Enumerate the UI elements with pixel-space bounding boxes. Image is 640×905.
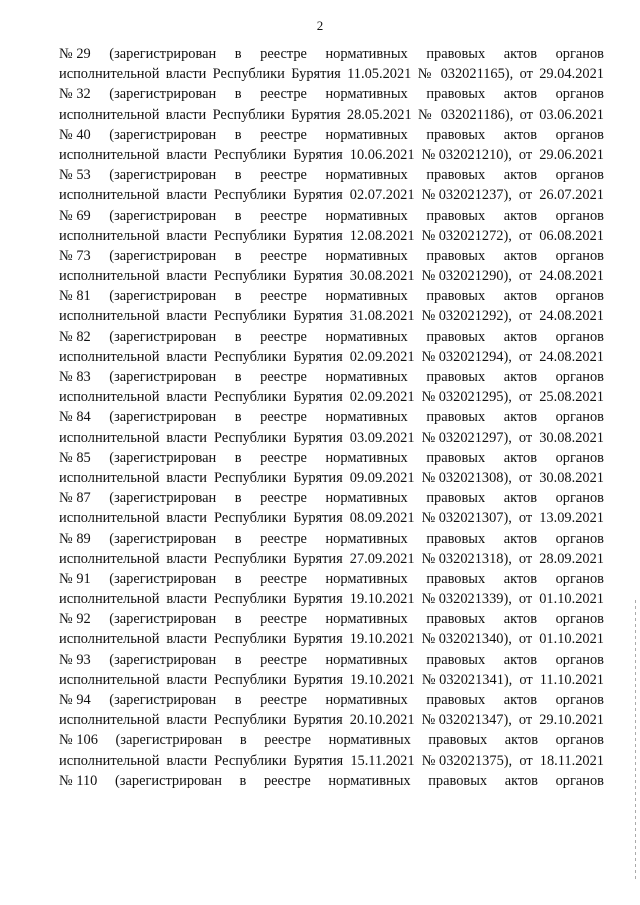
word: реестре bbox=[260, 207, 307, 224]
word: нормативных bbox=[325, 692, 408, 708]
word: в bbox=[234, 651, 242, 668]
entry-heading-line bbox=[59, 367, 604, 387]
word: правовых bbox=[426, 247, 486, 264]
word: актов bbox=[504, 772, 538, 789]
word: нормативных bbox=[325, 490, 408, 507]
word: органов bbox=[555, 490, 604, 507]
word: реестре bbox=[260, 570, 307, 587]
entry-heading-line bbox=[59, 407, 604, 427]
word: нормативных bbox=[328, 772, 411, 789]
word: органов bbox=[555, 46, 604, 62]
word: № 91 bbox=[59, 570, 91, 587]
word: (зарегистрирован bbox=[115, 732, 223, 749]
word: органов bbox=[555, 449, 604, 466]
word: (зарегистрирован bbox=[109, 369, 217, 385]
word: органов bbox=[555, 611, 604, 628]
word: правовых bbox=[426, 86, 486, 103]
word: органов bbox=[555, 651, 604, 668]
word: актов bbox=[504, 732, 539, 749]
word: правовых bbox=[426, 692, 486, 708]
word: актов bbox=[503, 651, 538, 668]
entry-heading-line bbox=[59, 286, 604, 306]
word: (зарегистрирован bbox=[109, 207, 217, 224]
word: органов bbox=[555, 328, 604, 345]
word: правовых bbox=[426, 409, 486, 426]
word: актов bbox=[503, 86, 538, 103]
word: нормативных bbox=[325, 570, 408, 587]
word: правовых bbox=[426, 328, 486, 345]
word: актов bbox=[503, 611, 538, 628]
entry-registration-line: исполнительной власти Республики Бурятия 08.09.2021 №032021307), от 13.09.2021 bbox=[59, 510, 604, 527]
word: № 92 bbox=[59, 611, 91, 628]
word: реестре bbox=[260, 247, 307, 264]
word: № 106 bbox=[59, 732, 98, 749]
word: органов bbox=[555, 530, 604, 547]
word: (зарегистрирован bbox=[109, 611, 217, 628]
word: реестре bbox=[260, 46, 307, 62]
word: в bbox=[234, 328, 242, 345]
word: правовых bbox=[426, 46, 486, 62]
word: органов bbox=[555, 409, 604, 426]
entry-heading-line bbox=[59, 650, 604, 670]
word: в bbox=[234, 86, 242, 103]
word: № 110 bbox=[59, 772, 98, 789]
word: (зарегистрирован bbox=[109, 570, 217, 587]
word: нормативных bbox=[325, 369, 408, 385]
word: № 93 bbox=[59, 651, 91, 668]
word: в bbox=[234, 207, 242, 224]
entry-registration-line: исполнительной власти Республики Бурятия 19.10.2021 №032021340), от 01.10.2021 bbox=[59, 631, 604, 648]
word: актов bbox=[503, 247, 538, 264]
word: актов bbox=[503, 570, 538, 587]
entry-heading-line bbox=[59, 125, 604, 145]
entry-registration-line: исполнительной власти Республики Бурятия 03.09.2021 №032021297), от 30.08.2021 bbox=[59, 429, 604, 446]
word: № 83 bbox=[59, 369, 91, 385]
word: актов bbox=[503, 167, 538, 184]
word: актов bbox=[503, 490, 538, 507]
word: органов bbox=[555, 772, 604, 789]
word: в bbox=[234, 167, 242, 184]
word: № 84 bbox=[59, 409, 91, 426]
word: реестре bbox=[264, 732, 312, 749]
entry-registration-line: исполнительной власти Республики Бурятия 19.10.2021 №032021341), от 11.10.2021 bbox=[59, 671, 604, 688]
word: правовых bbox=[426, 207, 486, 224]
entry-heading-line bbox=[59, 569, 604, 589]
word: актов bbox=[503, 46, 538, 62]
word: в bbox=[234, 369, 242, 385]
word: № 87 bbox=[59, 490, 91, 507]
word: № 73 bbox=[59, 247, 91, 264]
word: реестре bbox=[260, 288, 307, 305]
word: в bbox=[239, 732, 247, 749]
word: реестре bbox=[260, 409, 307, 426]
word: органов bbox=[555, 247, 604, 264]
word: № 81 bbox=[59, 288, 91, 305]
word: правовых bbox=[426, 288, 486, 305]
word: № 89 bbox=[59, 530, 91, 547]
word: актов bbox=[503, 409, 538, 426]
word: нормативных bbox=[325, 207, 408, 224]
entry-heading-line bbox=[59, 690, 604, 710]
word: в bbox=[239, 772, 247, 789]
word: (зарегистрирован bbox=[109, 530, 217, 547]
word: в bbox=[234, 247, 242, 264]
word: органов bbox=[555, 167, 604, 184]
word: реестре bbox=[260, 611, 307, 628]
entry-heading-line bbox=[59, 246, 604, 266]
word: правовых bbox=[428, 772, 488, 789]
word: № 69 bbox=[59, 207, 91, 224]
word: (зарегистрирован bbox=[109, 288, 217, 305]
entry-heading-line bbox=[59, 327, 604, 347]
word: органов bbox=[555, 207, 604, 224]
word: № 53 bbox=[59, 167, 91, 184]
word: нормативных bbox=[328, 732, 411, 749]
word: нормативных bbox=[325, 530, 408, 547]
word: нормативных bbox=[325, 288, 408, 305]
word: № 40 bbox=[59, 126, 91, 143]
entry-registration-line: исполнительной власти Республики Бурятия 19.10.2021 №032021339), от 01.10.2021 bbox=[59, 591, 604, 608]
word: актов bbox=[503, 530, 538, 547]
word: правовых bbox=[426, 651, 486, 668]
word: реестре bbox=[260, 369, 307, 385]
word: в bbox=[234, 611, 242, 628]
word: в bbox=[234, 126, 242, 143]
word: органов bbox=[555, 732, 604, 749]
word: в bbox=[234, 530, 242, 547]
word: реестре bbox=[260, 328, 307, 345]
word: правовых bbox=[426, 490, 486, 507]
word: нормативных bbox=[325, 409, 408, 426]
word: нормативных bbox=[325, 247, 408, 264]
word: реестре bbox=[263, 772, 311, 789]
word: № 32 bbox=[59, 86, 91, 103]
word: правовых bbox=[426, 530, 486, 547]
word: правовых bbox=[426, 570, 486, 587]
entry-heading-line bbox=[59, 730, 604, 750]
entry-registration-line: исполнительной власти Республики Бурятия 10.06.2021 №032021210), от 29.06.2021 bbox=[59, 146, 604, 163]
word: органов bbox=[555, 288, 604, 305]
word: реестре bbox=[260, 530, 307, 547]
word: актов bbox=[503, 449, 538, 466]
word: нормативных bbox=[325, 328, 408, 345]
document-body bbox=[59, 44, 604, 791]
entry-heading-line bbox=[59, 448, 604, 468]
entry-registration-line: исполнительной власти Республики Бурятия 02.07.2021 №032021237), от 26.07.2021 bbox=[59, 187, 604, 204]
entry-registration-line: исполнительной власти Республики Бурятия 11.05.2021 № 032021165), от 29.04.2021 bbox=[59, 66, 604, 83]
word: актов bbox=[503, 126, 538, 143]
word: нормативных bbox=[325, 46, 408, 62]
word: реестре bbox=[260, 86, 307, 103]
entry-registration-line: исполнительной власти Республики Бурятия 02.09.2021 №032021295), от 25.08.2021 bbox=[59, 389, 604, 406]
entry-heading-line bbox=[59, 529, 604, 549]
word: (зарегистрирован bbox=[109, 490, 217, 507]
word: реестре bbox=[260, 651, 307, 668]
word: (зарегистрирован bbox=[109, 247, 217, 264]
entry-registration-line: исполнительной власти Республики Бурятия 12.08.2021 №032021272), от 06.08.2021 bbox=[59, 227, 604, 244]
entry-heading-line bbox=[59, 609, 604, 629]
word: в bbox=[234, 46, 242, 62]
word: правовых bbox=[428, 732, 488, 749]
word: в bbox=[234, 490, 242, 507]
entry-heading-line bbox=[59, 206, 604, 226]
word: актов bbox=[503, 207, 538, 224]
word: правовых bbox=[426, 167, 486, 184]
word: актов bbox=[503, 288, 538, 305]
entry-registration-line: исполнительной власти Республики Бурятия 20.10.2021 №032021347), от 29.10.2021 bbox=[59, 712, 604, 729]
word: правовых bbox=[426, 611, 486, 628]
word: органов bbox=[555, 126, 604, 143]
word: (зарегистрирован bbox=[109, 46, 217, 62]
page-number: 2 bbox=[316, 18, 324, 33]
word: нормативных bbox=[325, 167, 408, 184]
word: нормативных bbox=[325, 449, 408, 466]
word: (зарегистрирован bbox=[109, 86, 217, 103]
word: № 94 bbox=[59, 692, 91, 708]
entry-heading-line bbox=[59, 488, 604, 508]
word: органов bbox=[555, 570, 604, 587]
word: актов bbox=[503, 328, 538, 345]
word: правовых bbox=[426, 126, 486, 143]
word: нормативных bbox=[325, 651, 408, 668]
word: реестре bbox=[260, 167, 307, 184]
word: в bbox=[234, 449, 242, 466]
word: № 85 bbox=[59, 449, 91, 466]
word: органов bbox=[555, 86, 604, 103]
word: правовых bbox=[426, 369, 486, 385]
entry-registration-line: исполнительной власти Республики Бурятия 31.08.2021 №032021292), от 24.08.2021 bbox=[59, 308, 604, 325]
word: реестре bbox=[260, 692, 307, 708]
entry-registration-line: исполнительной власти Республики Бурятия 15.11.2021 №032021375), от 18.11.2021 bbox=[59, 752, 604, 769]
word: (зарегистрирован bbox=[109, 167, 217, 184]
word: органов bbox=[555, 692, 604, 708]
entry-heading-line bbox=[59, 44, 604, 64]
word: реестре bbox=[260, 126, 307, 143]
scan-edge-artifact bbox=[635, 600, 636, 880]
word: нормативных bbox=[325, 86, 408, 103]
word: № 29 bbox=[59, 46, 91, 62]
word: (зарегистрирован bbox=[109, 328, 217, 345]
entry-heading-line bbox=[59, 84, 604, 104]
word: в bbox=[234, 288, 242, 305]
entry-registration-line: исполнительной власти Республики Бурятия 28.05.2021 № 032021186), от 03.06.2021 bbox=[59, 106, 604, 123]
word: нормативных bbox=[325, 611, 408, 628]
word: (зарегистрирован bbox=[109, 449, 217, 466]
word: (зарегистрирован bbox=[115, 772, 222, 789]
word: (зарегистрирован bbox=[109, 126, 217, 143]
word: реестре bbox=[260, 490, 307, 507]
word: нормативных bbox=[325, 126, 408, 143]
word: (зарегистрирован bbox=[109, 692, 217, 708]
entry-heading-line bbox=[59, 771, 604, 791]
word: в bbox=[234, 409, 242, 426]
entry-registration-line: исполнительной власти Республики Бурятия 30.08.2021 №032021290), от 24.08.2021 bbox=[59, 268, 604, 285]
entry-registration-line: исполнительной власти Республики Бурятия 27.09.2021 №032021318), от 28.09.2021 bbox=[59, 550, 604, 567]
word: в bbox=[234, 570, 242, 587]
word: органов bbox=[555, 369, 604, 385]
word: актов bbox=[503, 369, 538, 385]
entry-registration-line: исполнительной власти Республики Бурятия 09.09.2021 №032021308), от 30.08.2021 bbox=[59, 469, 604, 486]
entry-heading-line bbox=[59, 165, 604, 185]
word: правовых bbox=[426, 449, 486, 466]
word: (зарегистрирован bbox=[109, 409, 217, 426]
word: в bbox=[234, 692, 242, 708]
word: № 82 bbox=[59, 328, 91, 345]
word: реестре bbox=[260, 449, 307, 466]
word: (зарегистрирован bbox=[109, 651, 217, 668]
word: актов bbox=[503, 692, 538, 708]
entry-registration-line: исполнительной власти Республики Бурятия 02.09.2021 №032021294), от 24.08.2021 bbox=[59, 348, 604, 365]
